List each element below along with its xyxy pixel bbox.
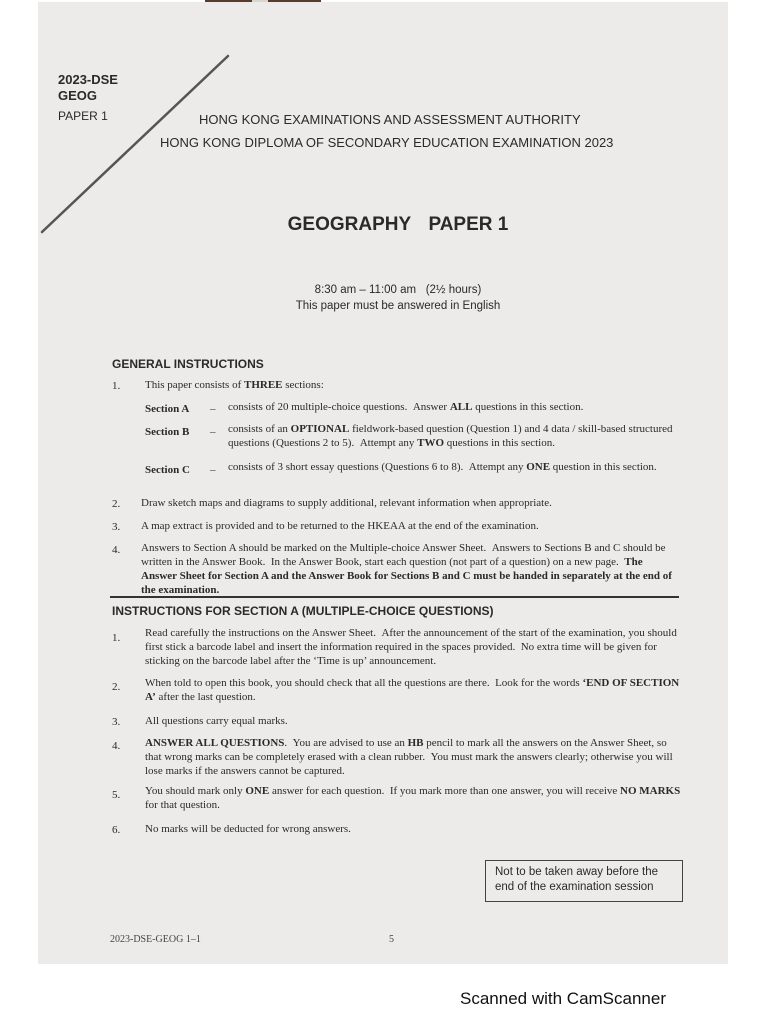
section-a-dash: –: [210, 403, 216, 415]
sa-4-text-bold2: HB: [407, 737, 424, 749]
notice-box: [485, 860, 683, 902]
notice-line-2: end of the examination session: [495, 881, 654, 893]
section-c-desc-pre: consists of 3 short essay questions (Questions 6 to 8). Attempt any: [228, 461, 527, 473]
sa-4-text: [145, 736, 683, 778]
language-note: This paper must be answered in English: [295, 300, 501, 312]
section-b-desc-bold: OPTIONAL: [290, 423, 350, 435]
sa-2-text-pre: When told to open this book, you should check that all the questions are there. Look for the words: [145, 677, 583, 689]
section-a-desc: [228, 400, 688, 414]
section-b-label: Section B: [145, 426, 190, 438]
gi-4-text-main: Answers to Section A should be marked on the Multiple-choice Answer Sheet. Answers to Sections B and C should be written in the Answer Book. In the Answer Book, start each question (not part of a question) on a new page.: [141, 542, 666, 568]
exam-time: [38, 284, 728, 296]
gi-1-text-pre: This paper consists of: [145, 379, 244, 391]
sa-6-number: 6.: [112, 824, 121, 836]
sa-5-text-mid: answer for each question. If you mark more than one answer, you will receive: [269, 785, 621, 797]
gi-3-text: A map extract is provided and to be returned to the HKEAA at the end of the examination.: [141, 520, 539, 532]
camscanner-watermark: Scanned with CamScanner: [460, 989, 667, 1008]
footer-page-number: 5: [389, 934, 394, 945]
section-b-desc-post: questions in this section.: [444, 437, 555, 449]
sa-5-text-pre: You should mark only: [145, 785, 246, 797]
exam-title: HONG KONG DIPLOMA OF SECONDARY EDUCATION EXAMINATION 2023: [160, 135, 614, 150]
sa-1-text: Read carefully the instructions on the Answer Sheet. After the announcement of the start of the examination, you should first stick a barcode label and insert the information required in the spaces provided. No extra time will be given for sticking on the barcode label after the ‘Time is up’ announcement.: [145, 627, 677, 667]
section-b-dash: –: [210, 426, 216, 438]
sa-2-text-bold: ‘END OF SECTION A’: [145, 677, 680, 703]
sa-5-text-bold2: NO MARKS: [620, 785, 681, 797]
paper-code-number: PAPER 1: [58, 109, 108, 123]
sa-4-text-pre: . You are advised to use an: [284, 737, 408, 749]
sa-5-number: 5.: [112, 789, 121, 801]
gi-2-text: Draw sketch maps and diagrams to supply additional, relevant information when appropriate.: [141, 497, 552, 509]
notice-line-1: Not to be taken away before the: [495, 866, 659, 878]
paper-title: [38, 214, 728, 236]
gi-1-text-post: sections:: [282, 379, 324, 391]
time-slot: 8:30 am – 11:00 am: [314, 284, 417, 296]
section-c-desc-post: question in this section.: [550, 461, 657, 473]
section-c-desc: [228, 460, 690, 474]
sa-3-number: 3.: [112, 716, 121, 728]
section-a-heading: INSTRUCTIONS FOR SECTION A (MULTIPLE-CHOICE QUESTIONS): [112, 604, 494, 618]
gi-1-number: 1.: [112, 380, 121, 392]
sa-4-number: 4.: [112, 740, 121, 752]
gi-4-text-bold: The Answer Sheet for Section A and the Answer Book for Sections B and C must be handed in separately at the end of the examination.: [141, 556, 672, 596]
section-a-desc-pre: consists of 20 multiple-choice questions. Answer: [228, 401, 450, 413]
gi-4-text: [141, 541, 680, 597]
gi-2-number: 2.: [112, 498, 121, 510]
paper-code-subject: GEOG: [58, 88, 98, 103]
general-instructions-heading: GENERAL INSTRUCTIONS: [112, 357, 264, 371]
sa-2-text: [145, 676, 683, 704]
subject-name: GEOGRAPHY: [287, 214, 412, 235]
section-a-desc-bold: ALL: [449, 401, 473, 413]
duration: (2½ hours): [425, 284, 482, 296]
footer-code: 2023-DSE-GEOG 1–1: [110, 934, 201, 945]
section-c-desc-bold: ONE: [526, 461, 551, 473]
sa-1-number: 1.: [112, 632, 121, 644]
sa-2-number: 2.: [112, 681, 121, 693]
sa-5-text-bold: ONE: [245, 785, 270, 797]
section-c-label: Section C: [145, 464, 190, 476]
section-a-desc-post: questions in this section.: [472, 401, 584, 413]
exam-paper-page: [38, 2, 728, 964]
section-c-dash: –: [210, 464, 216, 476]
authority-title: HONG KONG EXAMINATIONS AND ASSESSMENT AUTHORITY: [199, 112, 581, 127]
gi-3-number: 3.: [112, 521, 121, 533]
gi-4-number: 4.: [112, 544, 121, 556]
sa-4-text-bold: ANSWER ALL QUESTIONS: [145, 737, 285, 749]
section-b-desc-pre: consists of an: [228, 423, 291, 435]
section-a-label: Section A: [145, 403, 190, 415]
sa-2-text-post: after the last question.: [155, 691, 256, 703]
section-b-desc: [228, 422, 690, 450]
sa-5-text: [145, 784, 685, 812]
gi-1-text-bold: THREE: [243, 379, 283, 391]
sa-6-text: No marks will be deducted for wrong answers.: [145, 823, 351, 835]
sa-4-text-post: pencil to mark all the answers on the Answer Sheet, so that wrong marks can be completely erased with a clean rubber. You must mark the answers clearly; otherwise you will lose marks if the answers cannot be captured.: [145, 737, 673, 777]
sa-5-text-post: for that question.: [145, 799, 220, 811]
section-b-desc-bold2: TWO: [417, 437, 445, 449]
paper-code-year: 2023-DSE: [58, 72, 118, 87]
sa-3-text: All questions carry equal marks.: [145, 715, 288, 727]
section-divider: [110, 596, 679, 598]
paper-number: PAPER 1: [428, 214, 509, 235]
gi-1-text: [145, 378, 324, 392]
section-b-desc-mid: fieldwork-based question (Question 1) and 4 data / skill-based structured questions (Questions 2 to 5). Attempt any: [228, 423, 673, 449]
